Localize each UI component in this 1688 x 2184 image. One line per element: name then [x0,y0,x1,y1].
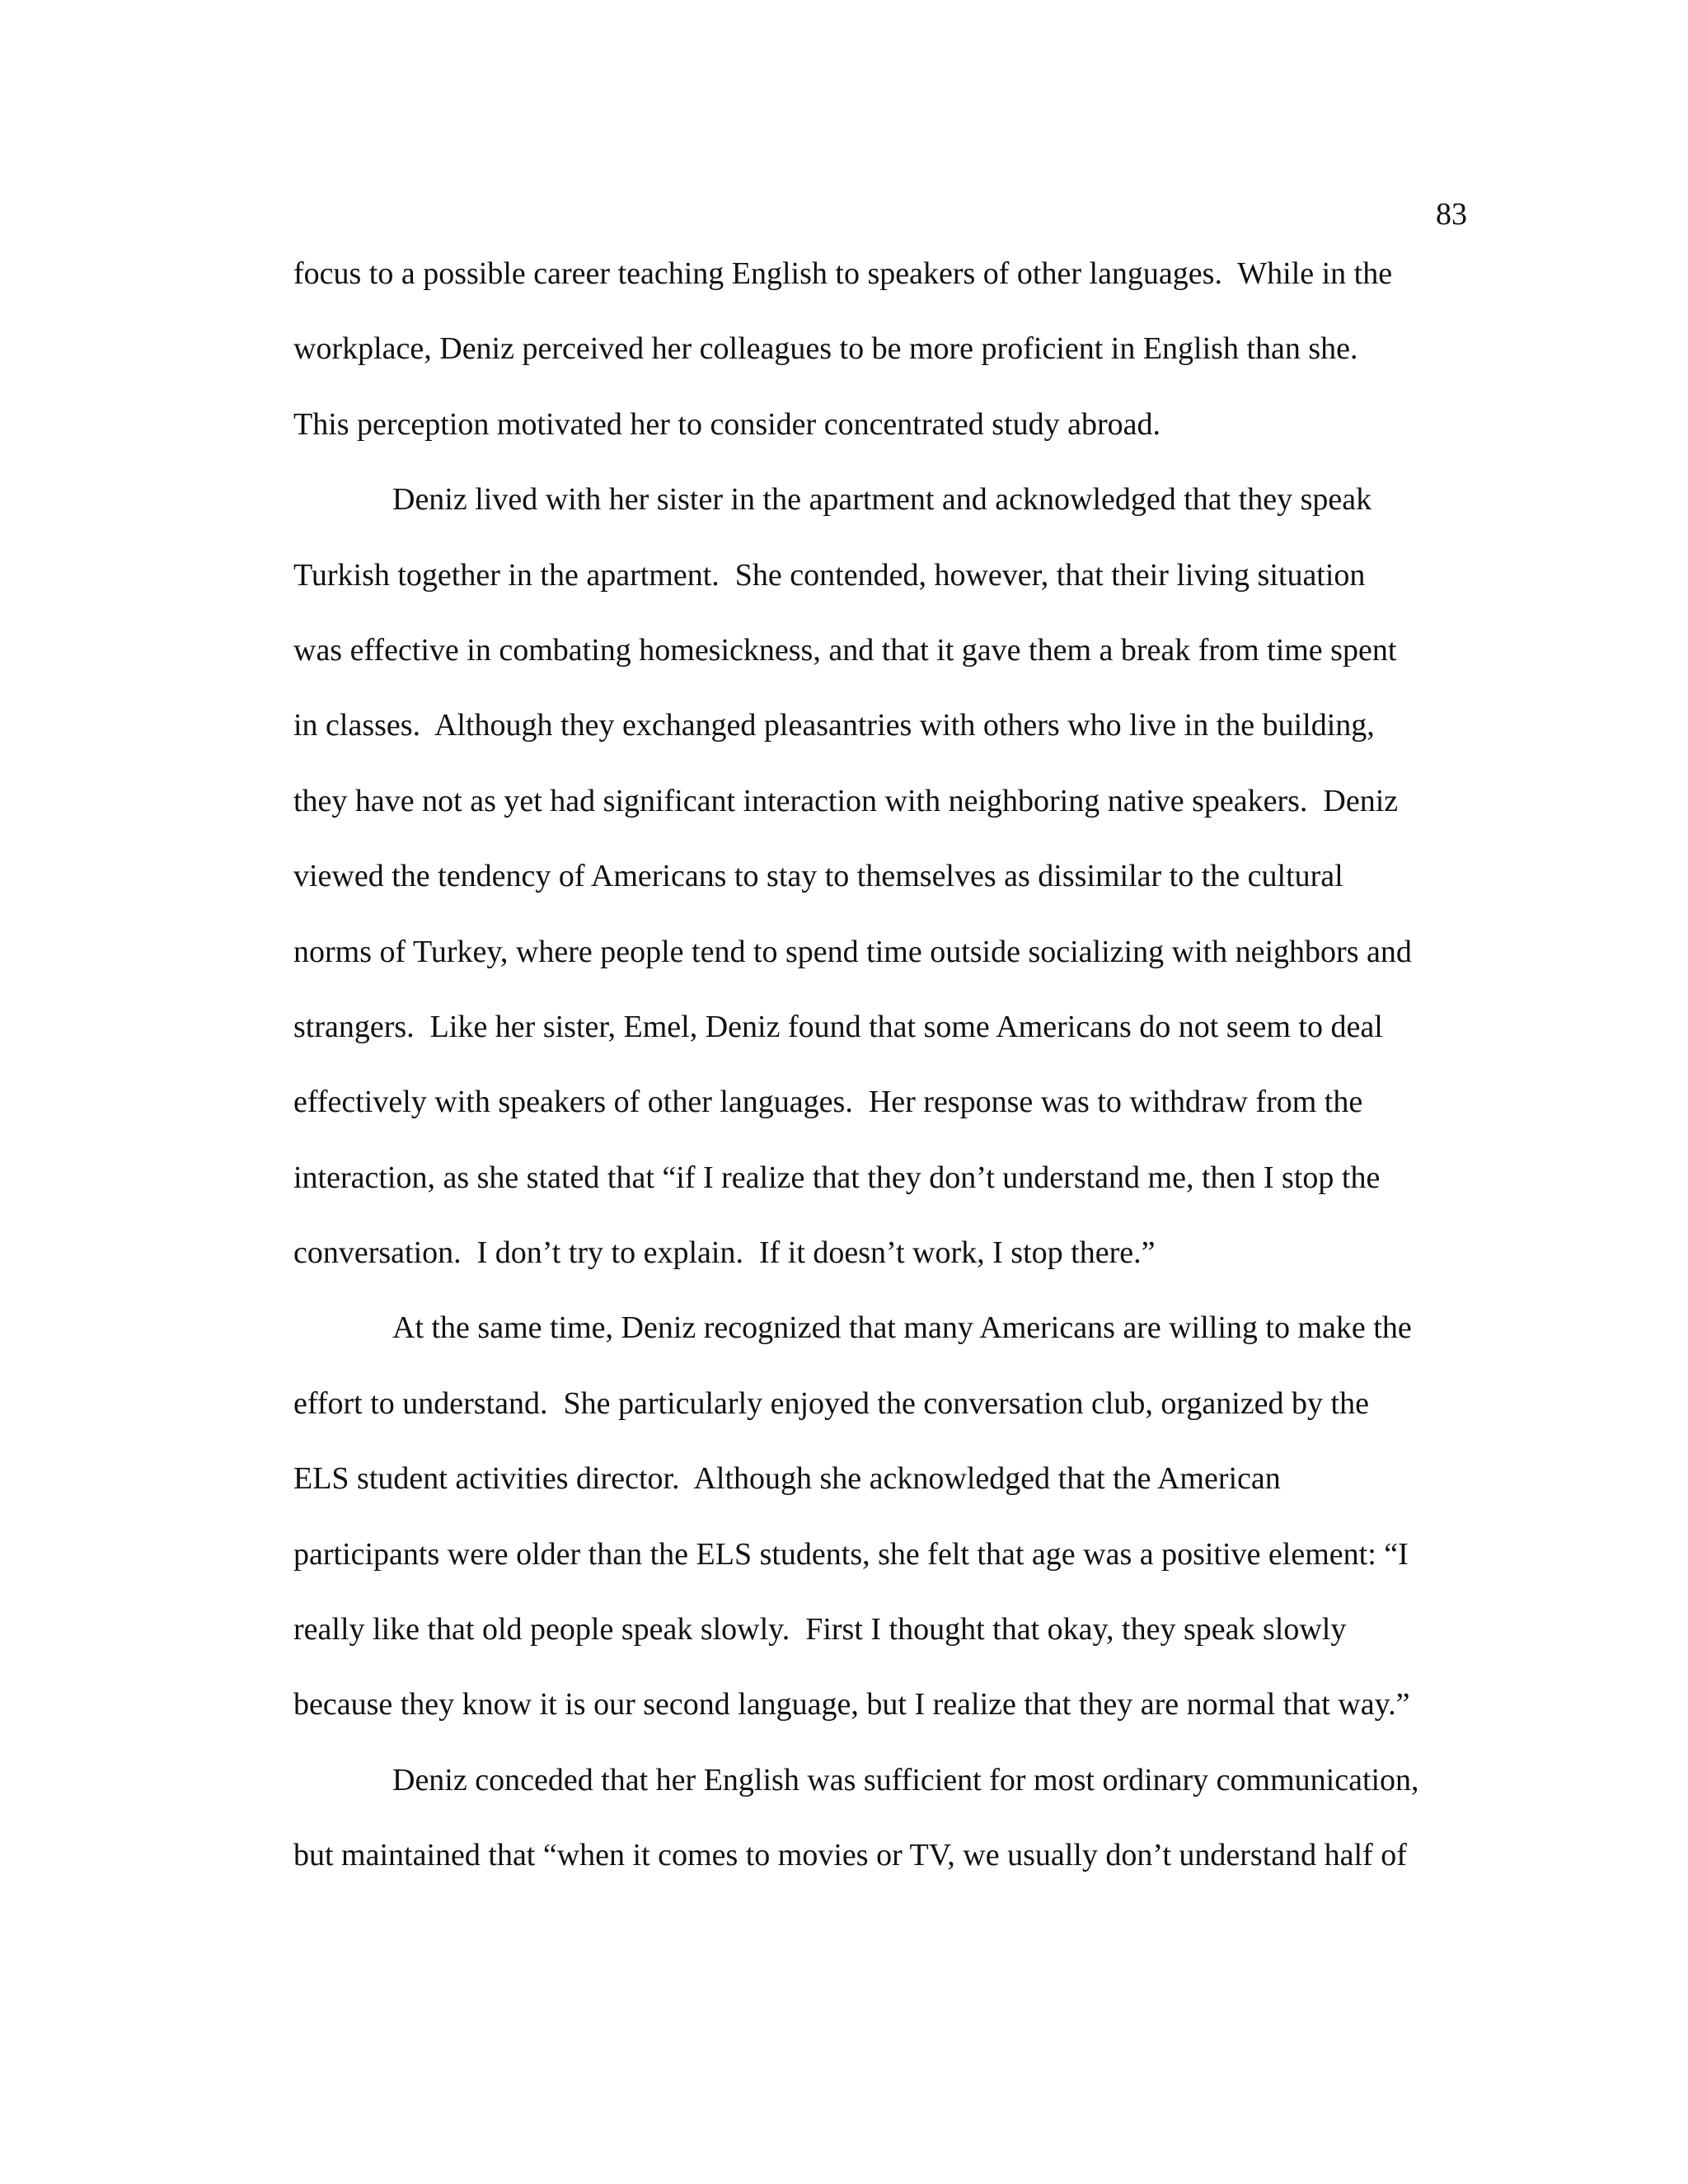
paragraph-first-line: At the same time, Deniz recognized that many Americans are willing to make the [392,1310,1412,1346]
body-text [293,255,1480,1913]
text-line: Turkish together in the apartment. She contended, however, that their living situation [293,557,1366,593]
page-number: 83 [1436,197,1467,232]
text-line: conversation. I don’t try to explain. If it doesn’t work, I stop there.” [293,1235,1156,1271]
paragraph-first-line: Deniz lived with her sister in the apartment and acknowledged that they speak [392,482,1372,518]
text-line: in classes. Although they exchanged pleasantries with others who live in the building, [293,708,1375,743]
text-line: viewed the tendency of Americans to stay to themselves as dissimilar to the cultural [293,859,1343,894]
text-line: focus to a possible career teaching English to speakers of other languages. While in the [293,256,1393,291]
text-line: effectively with speakers of other languages. Her response was to withdraw from the [293,1085,1363,1120]
text-line: This perception motivated her to consider concentrated study abroad. [293,406,1161,442]
text-line: ELS student activities director. Although she acknowledged that the American [293,1461,1281,1497]
text-line: was effective in combating homesickness, and that it gave them a break from time spent [293,632,1397,668]
text-line: they have not as yet had significant interaction with neighboring native speakers. Deniz [293,783,1399,818]
text-line: because they know it is our second language, but I realize that they are normal that way.” [293,1687,1410,1722]
text-line: effort to understand. She particularly enjoyed the conversation club, organized by the [293,1385,1369,1421]
text-line: but maintained that “when it comes to movies or TV, we usually don’t understand half of [293,1838,1407,1873]
text-line: really like that old people speak slowly. First I thought that okay, they speak slowly [293,1612,1347,1647]
text-line: participants were older than the ELS students, she felt that age was a positive element: “I [293,1536,1409,1572]
paragraph-first-line: Deniz conceded that her English was sufficient for most ordinary communication, [392,1762,1419,1797]
text-line: strangers. Like her sister, Emel, Deniz found that some Americans do not seem to deal [293,1009,1383,1044]
text-line: interaction, as she stated that “if I realize that they don’t understand me, then I stop the [293,1160,1381,1195]
text-line: norms of Turkey, where people tend to spend time outside socializing with neighbors and [293,934,1412,969]
text-line: workplace, Deniz perceived her colleagues to be more proficient in English than she. [293,331,1358,367]
